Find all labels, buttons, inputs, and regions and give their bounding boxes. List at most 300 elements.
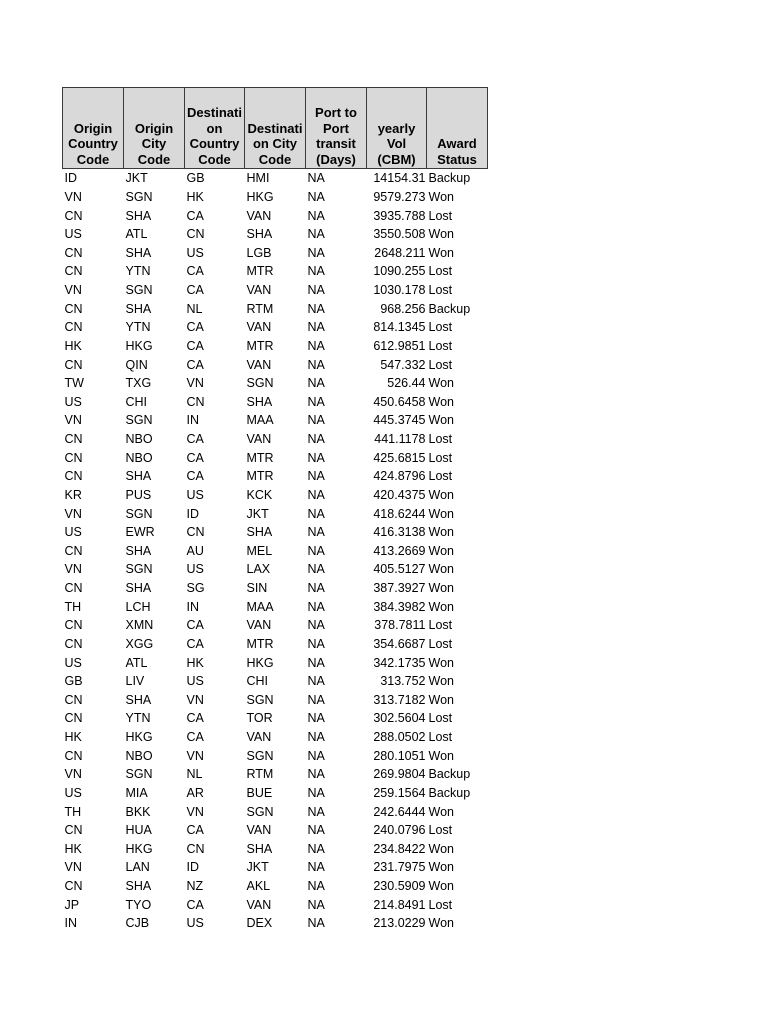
transit-days-cell[interactable]: NA bbox=[307, 860, 325, 875]
award-status-cell[interactable]: Lost bbox=[428, 897, 453, 912]
origin-city-cell[interactable]: NBO bbox=[125, 432, 153, 447]
origin-city-cell[interactable]: YTN bbox=[125, 320, 151, 335]
origin-city-cell[interactable]: EWR bbox=[125, 525, 155, 540]
origin-city-cell[interactable]: SHA bbox=[125, 692, 152, 707]
origin-country-cell[interactable]: HK bbox=[64, 841, 82, 856]
yearly-volume-cell[interactable]: 280.1051 bbox=[373, 748, 426, 763]
destination-city-cell[interactable]: BUE bbox=[246, 785, 273, 800]
yearly-volume-cell[interactable]: 1090.255 bbox=[373, 264, 426, 279]
origin-city-cell[interactable]: LAN bbox=[125, 860, 150, 875]
yearly-volume-cell[interactable]: 342.1735 bbox=[373, 655, 426, 670]
yearly-volume-cell[interactable]: 240.0796 bbox=[373, 823, 426, 838]
yearly-volume-cell[interactable]: 378.7811 bbox=[374, 618, 426, 633]
destination-country-cell[interactable]: VN bbox=[186, 376, 204, 391]
destination-city-cell[interactable]: VAN bbox=[246, 823, 272, 838]
transit-days-cell[interactable]: NA bbox=[307, 338, 325, 353]
destination-country-cell[interactable]: ID bbox=[186, 860, 199, 875]
origin-country-cell[interactable]: CN bbox=[64, 879, 83, 894]
destination-country-cell[interactable]: CA bbox=[186, 264, 204, 279]
transit-days-cell[interactable]: NA bbox=[307, 189, 325, 204]
transit-days-cell[interactable]: NA bbox=[307, 376, 325, 391]
award-status-cell[interactable]: Lost bbox=[428, 469, 453, 484]
origin-country-cell[interactable]: CN bbox=[64, 320, 83, 335]
award-status-cell[interactable]: Lost bbox=[428, 264, 453, 279]
destination-city-cell[interactable]: SGN bbox=[246, 376, 274, 391]
destination-country-cell[interactable]: CN bbox=[186, 525, 205, 540]
origin-city-cell[interactable]: YTN bbox=[125, 264, 151, 279]
yearly-volume-cell[interactable]: 814.1345 bbox=[373, 320, 426, 335]
yearly-volume-cell[interactable]: 231.7975 bbox=[373, 860, 426, 875]
origin-country-cell[interactable]: CN bbox=[64, 357, 83, 372]
destination-city-cell[interactable]: MAA bbox=[246, 599, 274, 614]
yearly-volume-cell[interactable]: 354.6687 bbox=[373, 636, 426, 651]
transit-days-cell[interactable]: NA bbox=[307, 655, 325, 670]
award-status-cell[interactable]: Won bbox=[428, 245, 454, 260]
yearly-volume-cell[interactable]: 269.9804 bbox=[373, 767, 426, 782]
destination-country-cell[interactable]: ID bbox=[186, 506, 199, 521]
transit-days-cell[interactable]: NA bbox=[307, 897, 325, 912]
origin-city-cell[interactable]: LCH bbox=[125, 599, 151, 614]
award-status-cell[interactable]: Won bbox=[428, 525, 454, 540]
origin-country-cell[interactable]: VN bbox=[64, 562, 82, 577]
origin-city-cell[interactable]: SHA bbox=[125, 879, 152, 894]
origin-country-cell[interactable]: KR bbox=[64, 487, 82, 502]
origin-country-cell[interactable]: HK bbox=[64, 730, 82, 745]
origin-country-cell[interactable]: CN bbox=[64, 581, 83, 596]
yearly-volume-cell[interactable]: 416.3138 bbox=[373, 525, 426, 540]
origin-country-cell[interactable]: CN bbox=[64, 748, 83, 763]
destination-country-cell[interactable]: US bbox=[186, 487, 204, 502]
yearly-volume-cell[interactable]: 302.5604 bbox=[373, 711, 426, 726]
yearly-volume-cell[interactable]: 445.3745 bbox=[373, 413, 426, 428]
award-status-cell[interactable]: Won bbox=[428, 562, 454, 577]
award-status-cell[interactable]: Backup bbox=[428, 171, 471, 186]
origin-city-cell[interactable]: SHA bbox=[125, 581, 152, 596]
table-row bbox=[63, 858, 488, 877]
yearly-volume-cell[interactable]: 214.8491 bbox=[373, 897, 426, 912]
destination-city-cell[interactable]: MTR bbox=[246, 469, 274, 484]
origin-city-cell[interactable]: SGN bbox=[125, 767, 153, 782]
destination-city-cell[interactable]: KCK bbox=[246, 487, 273, 502]
origin-city-cell[interactable]: PUS bbox=[125, 487, 152, 502]
destination-city-cell[interactable]: VAN bbox=[246, 357, 272, 372]
origin-country-cell[interactable]: TW bbox=[64, 376, 84, 391]
yearly-volume-cell[interactable]: 387.3927 bbox=[373, 581, 426, 596]
origin-country-cell[interactable]: CN bbox=[64, 450, 83, 465]
award-status-cell[interactable]: Won bbox=[428, 506, 454, 521]
origin-city-cell[interactable]: TYO bbox=[125, 897, 152, 912]
transit-days-cell[interactable]: NA bbox=[307, 692, 325, 707]
transit-days-cell[interactable]: NA bbox=[307, 562, 325, 577]
award-status-cell[interactable]: Won bbox=[428, 376, 454, 391]
origin-city-cell[interactable]: JKT bbox=[125, 171, 148, 186]
origin-city-cell[interactable]: ATL bbox=[125, 655, 148, 670]
transit-days-cell[interactable]: NA bbox=[307, 599, 325, 614]
destination-country-cell[interactable]: CA bbox=[186, 618, 204, 633]
destination-city-cell[interactable]: VAN bbox=[246, 320, 272, 335]
yearly-volume-cell[interactable]: 384.3982 bbox=[373, 599, 426, 614]
destination-country-cell[interactable]: US bbox=[186, 245, 204, 260]
destination-city-cell[interactable]: JKT bbox=[246, 860, 269, 875]
award-status-cell[interactable]: Backup bbox=[428, 301, 471, 316]
origin-city-cell[interactable]: SGN bbox=[125, 189, 153, 204]
award-status-cell[interactable]: Won bbox=[428, 227, 454, 242]
transit-days-cell[interactable]: NA bbox=[307, 785, 325, 800]
header-destination-country-code[interactable]: Destinati on Country Code bbox=[185, 88, 245, 169]
destination-city-cell[interactable]: MTR bbox=[246, 338, 274, 353]
transit-days-cell[interactable]: NA bbox=[307, 227, 325, 242]
destination-city-cell[interactable]: CHI bbox=[246, 674, 269, 689]
origin-city-cell[interactable]: MIA bbox=[125, 785, 148, 800]
yearly-volume-cell[interactable]: 242.6444 bbox=[373, 804, 426, 819]
yearly-volume-cell[interactable]: 612.9851 bbox=[373, 338, 426, 353]
yearly-volume-cell[interactable]: 2648.211 bbox=[374, 245, 426, 260]
award-status-cell[interactable]: Won bbox=[428, 394, 454, 409]
origin-country-cell[interactable]: VN bbox=[64, 413, 82, 428]
yearly-volume-cell[interactable]: 259.1564 bbox=[373, 785, 426, 800]
yearly-volume-cell[interactable]: 9579.273 bbox=[373, 189, 426, 204]
destination-country-cell[interactable]: CA bbox=[186, 730, 204, 745]
origin-city-cell[interactable]: SHA bbox=[125, 208, 152, 223]
origin-country-cell[interactable]: CN bbox=[64, 692, 83, 707]
destination-country-cell[interactable]: CA bbox=[186, 469, 204, 484]
yearly-volume-cell[interactable]: 313.7182 bbox=[373, 692, 426, 707]
yearly-volume-cell[interactable]: 3935.788 bbox=[373, 208, 426, 223]
origin-city-cell[interactable]: SGN bbox=[125, 283, 153, 298]
origin-country-cell[interactable]: CN bbox=[64, 264, 83, 279]
destination-country-cell[interactable]: CA bbox=[186, 823, 204, 838]
origin-country-cell[interactable]: CN bbox=[64, 301, 83, 316]
origin-city-cell[interactable]: HKG bbox=[125, 841, 153, 856]
award-status-cell[interactable]: Won bbox=[428, 879, 454, 894]
award-status-cell[interactable]: Won bbox=[428, 674, 454, 689]
destination-city-cell[interactable]: VAN bbox=[246, 208, 272, 223]
origin-city-cell[interactable]: SHA bbox=[125, 245, 152, 260]
destination-city-cell[interactable]: VAN bbox=[246, 730, 272, 745]
destination-city-cell[interactable]: TOR bbox=[246, 711, 273, 726]
destination-country-cell[interactable]: VN bbox=[186, 748, 204, 763]
origin-city-cell[interactable]: HKG bbox=[125, 338, 153, 353]
award-status-cell[interactable]: Won bbox=[428, 804, 454, 819]
origin-city-cell[interactable]: CJB bbox=[125, 916, 150, 931]
origin-country-cell[interactable]: CN bbox=[64, 208, 83, 223]
destination-city-cell[interactable]: SHA bbox=[246, 841, 273, 856]
transit-days-cell[interactable]: NA bbox=[307, 581, 325, 596]
table-row bbox=[63, 784, 488, 803]
destination-country-cell[interactable]: CA bbox=[186, 636, 204, 651]
destination-country-cell[interactable]: CN bbox=[186, 394, 205, 409]
header-origin-country-code[interactable]: Origin Country Code bbox=[63, 88, 124, 169]
destination-city-cell[interactable]: SGN bbox=[246, 748, 274, 763]
origin-city-cell[interactable]: SHA bbox=[125, 543, 152, 558]
transit-days-cell[interactable]: NA bbox=[307, 879, 325, 894]
yearly-volume-cell[interactable]: 968.256 bbox=[380, 301, 426, 316]
destination-country-cell[interactable]: VN bbox=[186, 804, 204, 819]
origin-country-cell[interactable]: GB bbox=[64, 674, 83, 689]
origin-city-cell[interactable]: YTN bbox=[125, 711, 151, 726]
table-row bbox=[63, 411, 488, 430]
destination-city-cell[interactable]: HKG bbox=[246, 189, 274, 204]
transit-days-cell[interactable]: NA bbox=[307, 916, 325, 931]
destination-country-cell[interactable]: VN bbox=[186, 692, 204, 707]
destination-country-cell[interactable]: US bbox=[186, 674, 204, 689]
origin-country-cell[interactable]: CN bbox=[64, 636, 83, 651]
award-status-cell[interactable]: Lost bbox=[428, 320, 453, 335]
transit-days-cell[interactable]: NA bbox=[307, 208, 325, 223]
destination-country-cell[interactable]: CA bbox=[186, 450, 204, 465]
origin-city-cell[interactable]: CHI bbox=[125, 394, 148, 409]
origin-city-cell[interactable]: SGN bbox=[125, 562, 153, 577]
destination-city-cell[interactable]: SGN bbox=[246, 804, 274, 819]
destination-city-cell[interactable]: MEL bbox=[246, 543, 273, 558]
yearly-volume-cell[interactable]: 425.6815 bbox=[373, 450, 426, 465]
award-status-cell[interactable]: Lost bbox=[428, 283, 453, 298]
award-status-cell[interactable]: Won bbox=[428, 692, 454, 707]
destination-country-cell[interactable]: CN bbox=[186, 227, 205, 242]
destination-country-cell[interactable]: US bbox=[186, 562, 204, 577]
yearly-volume-cell[interactable]: 234.8422 bbox=[373, 841, 426, 856]
origin-country-cell[interactable]: VN bbox=[64, 860, 82, 875]
award-status-cell[interactable]: Lost bbox=[428, 450, 453, 465]
origin-city-cell[interactable]: HUA bbox=[125, 823, 152, 838]
award-status-cell[interactable]: Lost bbox=[428, 357, 453, 372]
table-row bbox=[63, 877, 488, 896]
destination-country-cell[interactable]: CA bbox=[186, 711, 204, 726]
origin-country-cell[interactable]: CN bbox=[64, 711, 83, 726]
transit-days-cell[interactable]: NA bbox=[307, 748, 325, 763]
origin-country-cell[interactable]: TH bbox=[64, 804, 82, 819]
yearly-volume-cell[interactable]: 1030.178 bbox=[373, 283, 426, 298]
origin-country-cell[interactable]: CN bbox=[64, 823, 83, 838]
award-status-cell[interactable]: Won bbox=[428, 413, 454, 428]
origin-city-cell[interactable]: HKG bbox=[125, 730, 153, 745]
yearly-volume-cell[interactable]: 405.5127 bbox=[373, 562, 426, 577]
origin-country-cell[interactable]: US bbox=[64, 227, 82, 242]
transit-days-cell[interactable]: NA bbox=[307, 171, 325, 186]
header-transit-days[interactable]: Port to Port transit (Days) bbox=[306, 88, 367, 169]
yearly-volume-cell[interactable]: 418.6244 bbox=[373, 506, 426, 521]
award-status-cell[interactable]: Won bbox=[428, 189, 454, 204]
origin-country-cell[interactable]: VN bbox=[64, 189, 82, 204]
destination-country-cell[interactable]: CA bbox=[186, 208, 204, 223]
origin-city-cell[interactable]: XGG bbox=[125, 636, 154, 651]
award-status-cell[interactable]: Won bbox=[428, 860, 454, 875]
transit-days-cell[interactable]: NA bbox=[307, 674, 325, 689]
destination-city-cell[interactable]: SHA bbox=[246, 525, 273, 540]
origin-city-cell[interactable]: XMN bbox=[125, 618, 154, 633]
transit-days-cell[interactable]: NA bbox=[307, 730, 325, 745]
transit-days-cell[interactable]: NA bbox=[307, 487, 325, 502]
transit-days-cell[interactable]: NA bbox=[307, 469, 325, 484]
award-status-cell[interactable]: Lost bbox=[428, 618, 453, 633]
destination-city-cell[interactable]: LGB bbox=[246, 245, 272, 260]
destination-country-cell[interactable]: CA bbox=[186, 357, 204, 372]
yearly-volume-cell[interactable]: 288.0502 bbox=[373, 730, 426, 745]
origin-country-cell[interactable]: CN bbox=[64, 245, 83, 260]
destination-city-cell[interactable]: VAN bbox=[246, 283, 272, 298]
destination-city-cell[interactable]: MTR bbox=[246, 450, 274, 465]
yearly-volume-cell[interactable]: 413.2669 bbox=[373, 543, 426, 558]
origin-country-cell[interactable]: HK bbox=[64, 338, 82, 353]
destination-city-cell[interactable]: SGN bbox=[246, 692, 274, 707]
destination-country-cell[interactable]: HK bbox=[186, 655, 204, 670]
transit-days-cell[interactable]: NA bbox=[307, 636, 325, 651]
table-row bbox=[63, 355, 488, 374]
destination-city-cell[interactable]: LAX bbox=[246, 562, 271, 577]
yearly-volume-cell[interactable]: 213.0229 bbox=[373, 916, 426, 931]
award-status-cell[interactable]: Won bbox=[428, 487, 454, 502]
transit-days-cell[interactable]: NA bbox=[307, 450, 325, 465]
yearly-volume-cell[interactable]: 424.8796 bbox=[373, 469, 426, 484]
transit-days-cell[interactable]: NA bbox=[307, 767, 325, 782]
destination-city-cell[interactable]: SHA bbox=[246, 394, 273, 409]
origin-city-cell[interactable]: NBO bbox=[125, 748, 153, 763]
origin-city-cell[interactable]: BKK bbox=[125, 804, 151, 819]
destination-city-cell[interactable]: RTM bbox=[246, 301, 274, 316]
award-status-cell[interactable]: Lost bbox=[428, 730, 453, 745]
destination-country-cell[interactable]: NL bbox=[186, 301, 203, 316]
destination-city-cell[interactable]: MTR bbox=[246, 636, 274, 651]
transit-days-cell[interactable]: NA bbox=[307, 618, 325, 633]
destination-city-cell[interactable]: RTM bbox=[246, 767, 274, 782]
yearly-volume-cell[interactable]: 14154.31 bbox=[373, 171, 426, 186]
header-award-status[interactable]: Award Status bbox=[427, 88, 488, 169]
yearly-volume-cell[interactable]: 547.332 bbox=[380, 357, 426, 372]
transit-days-cell[interactable]: NA bbox=[307, 283, 325, 298]
destination-country-cell[interactable]: CA bbox=[186, 338, 204, 353]
award-status-cell[interactable]: Won bbox=[428, 543, 454, 558]
header-yearly-volume[interactable]: yearly Vol (CBM) bbox=[367, 88, 427, 169]
destination-city-cell[interactable]: HMI bbox=[246, 171, 270, 186]
award-status-cell[interactable]: Lost bbox=[428, 432, 453, 447]
origin-country-cell[interactable]: IN bbox=[64, 916, 77, 931]
destination-city-cell[interactable]: SIN bbox=[246, 581, 268, 596]
destination-country-cell[interactable]: CA bbox=[186, 897, 204, 912]
award-status-cell[interactable]: Won bbox=[428, 841, 454, 856]
destination-country-cell[interactable]: NL bbox=[186, 767, 203, 782]
origin-country-cell[interactable]: VN bbox=[64, 767, 82, 782]
destination-city-cell[interactable]: MAA bbox=[246, 413, 274, 428]
origin-city-cell[interactable]: SGN bbox=[125, 506, 153, 521]
transit-days-cell[interactable]: NA bbox=[307, 525, 325, 540]
yearly-volume-cell[interactable]: 441.1178 bbox=[374, 432, 426, 447]
origin-country-cell[interactable]: US bbox=[64, 525, 82, 540]
transit-days-cell[interactable]: NA bbox=[307, 804, 325, 819]
header-destination-city-code[interactable]: Destinati on City Code bbox=[245, 88, 306, 169]
origin-city-cell[interactable]: QIN bbox=[125, 357, 148, 372]
transit-days-cell[interactable]: NA bbox=[307, 357, 325, 372]
transit-days-cell[interactable]: NA bbox=[307, 432, 325, 447]
destination-country-cell[interactable]: US bbox=[186, 916, 204, 931]
destination-country-cell[interactable]: HK bbox=[186, 189, 204, 204]
yearly-volume-cell[interactable]: 450.6458 bbox=[373, 394, 426, 409]
origin-country-cell[interactable]: JP bbox=[64, 897, 80, 912]
destination-country-cell[interactable]: IN bbox=[186, 413, 199, 428]
destination-city-cell[interactable]: VAN bbox=[246, 618, 272, 633]
origin-country-cell[interactable]: CN bbox=[64, 543, 83, 558]
destination-city-cell[interactable]: HKG bbox=[246, 655, 274, 670]
origin-country-cell[interactable]: CN bbox=[64, 469, 83, 484]
award-status-cell[interactable]: Won bbox=[428, 748, 454, 763]
award-status-cell[interactable]: Backup bbox=[428, 785, 471, 800]
transit-days-cell[interactable]: NA bbox=[307, 506, 325, 521]
destination-country-cell[interactable]: GB bbox=[186, 171, 205, 186]
origin-city-cell[interactable]: TXG bbox=[125, 376, 152, 391]
destination-country-cell[interactable]: NZ bbox=[186, 879, 204, 894]
origin-city-cell[interactable]: SHA bbox=[125, 301, 152, 316]
destination-country-cell[interactable]: AU bbox=[186, 543, 204, 558]
origin-country-cell[interactable]: US bbox=[64, 655, 82, 670]
yearly-volume-cell[interactable]: 420.4375 bbox=[373, 487, 426, 502]
transit-days-cell[interactable]: NA bbox=[307, 711, 325, 726]
transit-days-cell[interactable]: NA bbox=[307, 413, 325, 428]
origin-country-cell[interactable]: US bbox=[64, 394, 82, 409]
destination-country-cell[interactable]: IN bbox=[186, 599, 199, 614]
origin-country-cell[interactable]: TH bbox=[64, 599, 82, 614]
award-status-cell[interactable]: Won bbox=[428, 916, 454, 931]
destination-country-cell[interactable]: SG bbox=[186, 581, 205, 596]
award-status-cell[interactable]: Lost bbox=[428, 636, 453, 651]
origin-country-cell[interactable]: US bbox=[64, 785, 82, 800]
destination-country-cell[interactable]: CN bbox=[186, 841, 205, 856]
origin-city-cell[interactable]: ATL bbox=[125, 227, 148, 242]
destination-city-cell[interactable]: JKT bbox=[246, 506, 269, 521]
yearly-volume-cell[interactable]: 230.5909 bbox=[373, 879, 426, 894]
destination-city-cell[interactable]: SHA bbox=[246, 227, 273, 242]
award-status-cell[interactable]: Won bbox=[428, 655, 454, 670]
origin-country-cell[interactable]: CN bbox=[64, 432, 83, 447]
award-status-cell[interactable]: Lost bbox=[428, 823, 453, 838]
transit-days-cell[interactable]: NA bbox=[307, 394, 325, 409]
origin-country-cell[interactable]: VN bbox=[64, 283, 82, 298]
transit-days-cell[interactable]: NA bbox=[307, 264, 325, 279]
award-status-cell[interactable]: Lost bbox=[428, 711, 453, 726]
destination-country-cell[interactable]: AR bbox=[186, 785, 204, 800]
transit-days-cell[interactable]: NA bbox=[307, 543, 325, 558]
destination-city-cell[interactable]: AKL bbox=[246, 879, 271, 894]
origin-city-cell[interactable]: SGN bbox=[125, 413, 153, 428]
award-status-cell[interactable]: Backup bbox=[428, 767, 471, 782]
transit-days-cell[interactable]: NA bbox=[307, 245, 325, 260]
award-status-cell[interactable]: Lost bbox=[428, 338, 453, 353]
transit-days-cell[interactable]: NA bbox=[307, 823, 325, 838]
origin-country-cell[interactable]: CN bbox=[64, 618, 83, 633]
destination-country-cell[interactable]: CA bbox=[186, 283, 204, 298]
origin-country-cell[interactable]: VN bbox=[64, 506, 82, 521]
destination-city-cell[interactable]: VAN bbox=[246, 897, 272, 912]
award-status-cell[interactable]: Won bbox=[428, 599, 454, 614]
destination-city-cell[interactable]: DEX bbox=[246, 916, 273, 931]
award-status-cell[interactable]: Lost bbox=[428, 208, 453, 223]
yearly-volume-cell[interactable]: 526.44 bbox=[387, 376, 426, 391]
award-status-cell[interactable]: Won bbox=[428, 581, 454, 596]
table-row bbox=[63, 579, 488, 598]
origin-country-cell[interactable]: ID bbox=[64, 171, 77, 186]
origin-city-cell[interactable]: LIV bbox=[125, 674, 145, 689]
destination-country-cell[interactable]: CA bbox=[186, 432, 204, 447]
destination-city-cell[interactable]: VAN bbox=[246, 432, 272, 447]
transit-days-cell[interactable]: NA bbox=[307, 841, 325, 856]
transit-days-cell[interactable]: NA bbox=[307, 320, 325, 335]
yearly-volume-cell[interactable]: 3550.508 bbox=[373, 227, 426, 242]
yearly-volume-cell[interactable]: 313.752 bbox=[380, 674, 426, 689]
origin-city-cell[interactable]: NBO bbox=[125, 450, 153, 465]
destination-city-cell[interactable]: MTR bbox=[246, 264, 274, 279]
origin-city-cell[interactable]: SHA bbox=[125, 469, 152, 484]
transit-days-cell[interactable]: NA bbox=[307, 301, 325, 316]
header-origin-city-code[interactable]: Origin City Code bbox=[124, 88, 185, 169]
destination-country-cell[interactable]: CA bbox=[186, 320, 204, 335]
